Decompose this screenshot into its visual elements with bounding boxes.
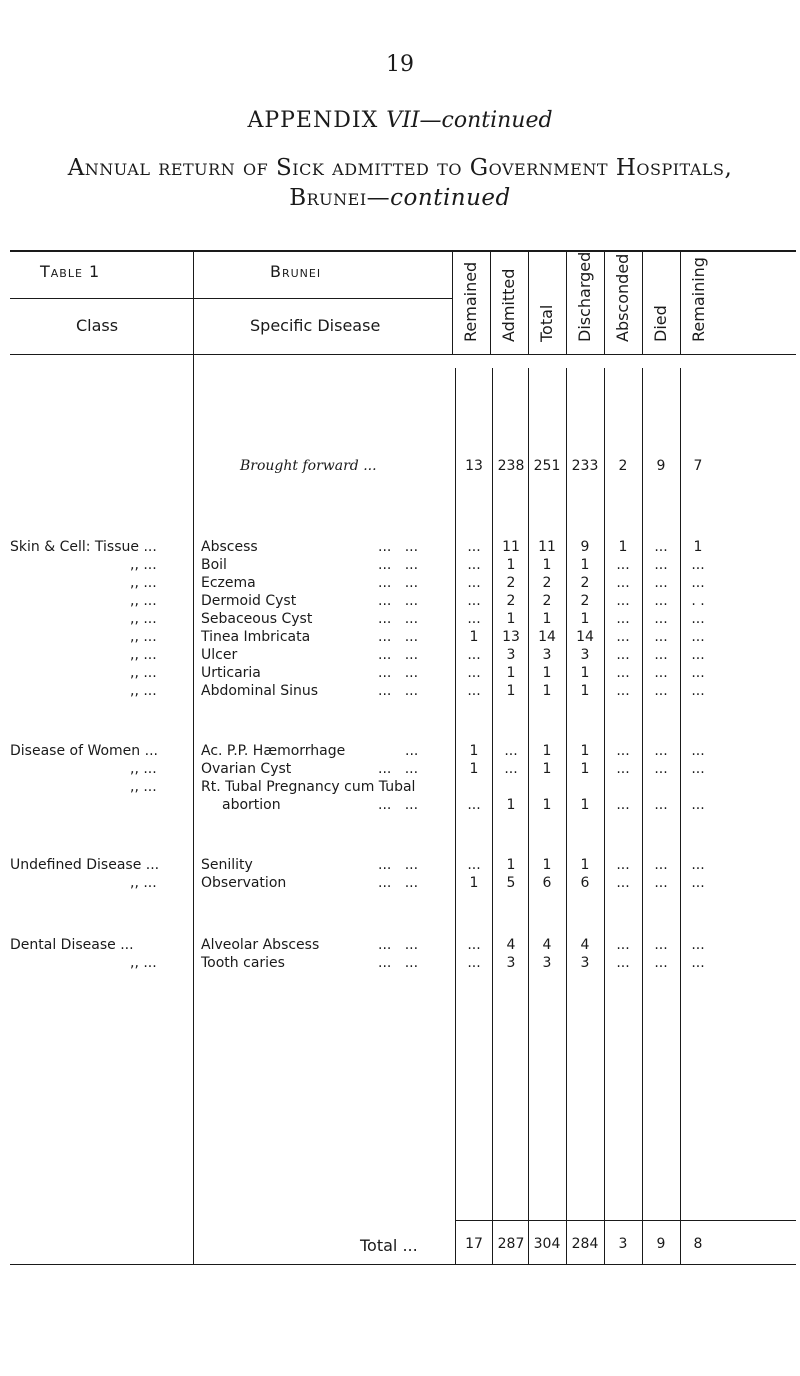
row-value-3: 1 (580, 683, 590, 699)
row-value-1: 1 (506, 665, 516, 681)
row-leader-dots: ... ... (378, 629, 419, 645)
header-mid-rule (10, 298, 452, 299)
row-class: ,, ... (130, 647, 157, 663)
header-vrule-4 (528, 251, 529, 355)
row-disease: Ac. P.P. Hæmorrhage (201, 743, 346, 759)
row-value-2: 6 (542, 875, 552, 891)
row-value-0: ... (467, 857, 481, 873)
row-leader-dots: ... (405, 743, 419, 759)
brought-forward-value-2: 251 (533, 458, 561, 474)
row-value-1: 11 (502, 539, 520, 555)
row-value-1: 3 (506, 955, 516, 971)
brought-forward-value-0: 13 (465, 458, 483, 474)
row-value-4: ... (616, 575, 630, 591)
row-class: ,, ... (130, 875, 157, 891)
row-value-6: ... (691, 761, 705, 777)
row-leader-dots: ... ... (378, 683, 419, 699)
row-leader-dots: ... ... (378, 647, 419, 663)
col-remained: Remained (461, 261, 480, 342)
row-value-3: 1 (580, 797, 590, 813)
row-value-3: 3 (580, 955, 590, 971)
row-leader-dots: ... ... (378, 575, 419, 591)
row-value-6: ... (691, 557, 705, 573)
row-value-5: ... (654, 575, 668, 591)
row-value-0: 1 (469, 629, 479, 645)
row-leader-dots: ... ... (378, 611, 419, 627)
row-value-1: 2 (506, 575, 516, 591)
row-value-1: 1 (506, 611, 516, 627)
total-value-6: 8 (693, 1236, 703, 1252)
row-value-1: 4 (506, 937, 516, 953)
appendix-heading (0, 108, 800, 133)
row-class: Skin & Cell: Tissue ... (10, 539, 157, 555)
row-disease: Sebaceous Cyst (201, 611, 313, 627)
row-value-1: 1 (506, 683, 516, 699)
row-value-4: ... (616, 665, 630, 681)
row-leader-dots: ... ... (378, 955, 419, 971)
row-value-2: 1 (542, 665, 552, 681)
appendix-suffix: VII—continued (386, 108, 553, 133)
row-leader-dots: ... ... (378, 797, 419, 813)
title-line-2 (0, 185, 800, 211)
row-value-6: ... (691, 611, 705, 627)
header-vrule-5 (566, 251, 567, 355)
row-value-1: 1 (506, 857, 516, 873)
row-class: ,, ... (130, 779, 157, 795)
row-value-6: ... (691, 575, 705, 591)
row-class: ,, ... (130, 761, 157, 777)
row-value-4: ... (616, 593, 630, 609)
row-class: ,, ... (130, 665, 157, 681)
row-value-1: 1 (506, 557, 516, 573)
row-value-0: ... (467, 937, 481, 953)
col-total: Total (537, 304, 556, 342)
row-value-5: ... (654, 937, 668, 953)
row-value-6: ... (691, 875, 705, 891)
header-bottom-rule (10, 354, 796, 355)
row-value-2: 3 (542, 955, 552, 971)
col-remaining: Remaining (689, 257, 708, 342)
col-absconded: Absconded (613, 253, 632, 342)
brought-forward-value-1: 238 (497, 458, 525, 474)
row-class: Disease of Women ... (10, 743, 158, 759)
row-value-0: 1 (469, 761, 479, 777)
total-value-3: 284 (571, 1236, 599, 1252)
row-value-0: ... (467, 593, 481, 609)
row-value-2: 1 (542, 611, 552, 627)
row-value-0: ... (467, 557, 481, 573)
total-label: Total ... (360, 1236, 418, 1255)
row-disease: Observation (201, 875, 287, 891)
brought-forward-label: Brought forward ... (240, 458, 377, 474)
row-value-2: 1 (542, 683, 552, 699)
row-value-3: 6 (580, 875, 590, 891)
header-vrule-6 (604, 251, 605, 355)
row-leader-dots: ... ... (378, 761, 419, 777)
row-value-4: ... (616, 797, 630, 813)
row-value-3: 1 (580, 743, 590, 759)
row-value-5: ... (654, 539, 668, 555)
title-region: Brunei— (289, 185, 391, 211)
row-disease: Tinea Imbricata (201, 629, 311, 645)
row-value-2: 1 (542, 797, 552, 813)
row-value-3: 1 (580, 857, 590, 873)
row-value-4: ... (616, 875, 630, 891)
row-value-0: ... (467, 611, 481, 627)
row-class: ,, ... (130, 611, 157, 627)
header-vrule-1 (193, 251, 194, 355)
row-value-0: ... (467, 797, 481, 813)
row-value-3: 2 (580, 593, 590, 609)
row-disease: Ulcer (201, 647, 238, 663)
row-value-1: ... (504, 743, 518, 759)
row-value-4: ... (616, 557, 630, 573)
row-value-6: ... (691, 683, 705, 699)
row-value-6: ... (691, 647, 705, 663)
row-value-5: ... (654, 557, 668, 573)
row-value-4: ... (616, 857, 630, 873)
row-value-5: ... (654, 611, 668, 627)
row-disease: Abdominal Sinus (201, 683, 319, 699)
row-value-3: 1 (580, 665, 590, 681)
col-died: Died (651, 305, 670, 342)
row-class: ,, ... (130, 683, 157, 699)
row-value-3: 4 (580, 937, 590, 953)
header-vrule-8 (680, 251, 681, 355)
row-value-4: ... (616, 647, 630, 663)
row-value-6: 1 (693, 539, 703, 555)
row-value-2: 11 (538, 539, 556, 555)
row-disease: abortion (222, 797, 281, 813)
row-value-6: ... (691, 857, 705, 873)
row-disease: Eczema (201, 575, 256, 591)
row-value-4: ... (616, 937, 630, 953)
row-value-1: 5 (506, 875, 516, 891)
row-value-1: 13 (502, 629, 520, 645)
row-value-5: ... (654, 647, 668, 663)
row-value-0: ... (467, 955, 481, 971)
row-value-4: ... (616, 761, 630, 777)
row-value-5: ... (654, 875, 668, 891)
header-vrule-7 (642, 251, 643, 355)
body-vrule-1 (193, 355, 194, 1265)
row-disease: Dermoid Cyst (201, 593, 297, 609)
col-disease: Specific Disease (250, 316, 381, 335)
title-continued: continued (390, 185, 511, 211)
row-class: ,, ... (130, 593, 157, 609)
row-disease: Boil (201, 557, 227, 573)
body-vrule-8 (680, 368, 681, 1264)
row-value-0: ... (467, 539, 481, 555)
brought-forward-value-3: 233 (571, 458, 599, 474)
total-value-0: 17 (465, 1236, 483, 1252)
row-disease: Ovarian Cyst (201, 761, 292, 777)
row-value-5: ... (654, 629, 668, 645)
row-class: Undefined Disease ... (10, 857, 160, 873)
row-value-0: ... (467, 647, 481, 663)
row-value-5: ... (654, 797, 668, 813)
row-disease: Rt. Tubal Pregnancy cum Tubal (201, 779, 416, 795)
body-vrule-2 (455, 368, 456, 1264)
header-vrule-2 (452, 251, 453, 355)
row-value-4: ... (616, 683, 630, 699)
row-value-2: 3 (542, 647, 552, 663)
row-class: ,, ... (130, 557, 157, 573)
row-value-5: ... (654, 857, 668, 873)
row-disease: Senility (201, 857, 253, 873)
body-vrule-6 (604, 368, 605, 1264)
row-value-3: 2 (580, 575, 590, 591)
brought-forward-value-4: 2 (618, 458, 628, 474)
row-disease: Abscess (201, 539, 258, 555)
row-disease: Tooth caries (201, 955, 285, 971)
row-value-6: ... (691, 629, 705, 645)
body-vrule-7 (642, 368, 643, 1264)
row-leader-dots: ... ... (378, 665, 419, 681)
row-value-0: 1 (469, 875, 479, 891)
brought-forward-value-6: 7 (693, 458, 703, 474)
total-value-1: 287 (497, 1236, 525, 1252)
row-value-6: ... (691, 665, 705, 681)
row-value-2: 4 (542, 937, 552, 953)
row-value-6: ... (691, 743, 705, 759)
row-value-4: ... (616, 611, 630, 627)
row-class: ,, ... (130, 575, 157, 591)
total-value-2: 304 (533, 1236, 561, 1252)
row-leader-dots: ... ... (378, 557, 419, 573)
row-value-1: 2 (506, 593, 516, 609)
row-class: ,, ... (130, 955, 157, 971)
total-value-4: 3 (618, 1236, 628, 1252)
brought-forward-value-5: 9 (656, 458, 666, 474)
row-value-5: ... (654, 955, 668, 971)
row-value-3: 1 (580, 611, 590, 627)
row-value-3: 1 (580, 761, 590, 777)
table-bottom-rule (10, 1264, 796, 1265)
total-top-rule (455, 1220, 796, 1221)
row-value-6: . . (691, 593, 705, 609)
col-admitted: Admitted (499, 268, 518, 342)
row-disease: Urticaria (201, 665, 261, 681)
row-value-2: 1 (542, 557, 552, 573)
col-discharged: Discharged (575, 251, 594, 342)
row-leader-dots: ... ... (378, 593, 419, 609)
row-value-3: 14 (576, 629, 594, 645)
row-value-0: ... (467, 575, 481, 591)
row-leader-dots: ... ... (378, 937, 419, 953)
table-label: Table 1 (40, 262, 101, 281)
row-value-2: 1 (542, 743, 552, 759)
row-value-2: 2 (542, 593, 552, 609)
row-value-5: ... (654, 593, 668, 609)
row-value-5: ... (654, 743, 668, 759)
row-value-2: 1 (542, 761, 552, 777)
body-vrule-3 (492, 368, 493, 1264)
row-value-6: ... (691, 955, 705, 971)
row-value-4: ... (616, 629, 630, 645)
row-value-3: 9 (580, 539, 590, 555)
row-value-6: ... (691, 797, 705, 813)
appendix-label: APPENDIX (247, 108, 379, 133)
row-disease: Alveolar Abscess (201, 937, 320, 953)
row-value-6: ... (691, 937, 705, 953)
row-value-1: 3 (506, 647, 516, 663)
row-value-5: ... (654, 665, 668, 681)
header-vrule-3 (490, 251, 491, 355)
title-line-1: Annual return of Sick admitted to Government Hospitals, (67, 155, 733, 181)
region-label: Brunei (270, 262, 322, 281)
total-value-5: 9 (656, 1236, 666, 1252)
row-leader-dots: ... ... (378, 875, 419, 891)
row-value-1: 1 (506, 797, 516, 813)
col-class: Class (76, 316, 119, 335)
row-value-4: ... (616, 743, 630, 759)
page-number: 19 (386, 52, 414, 77)
row-leader-dots: ... ... (378, 539, 419, 555)
row-value-0: ... (467, 683, 481, 699)
row-value-2: 1 (542, 857, 552, 873)
table-top-rule (10, 250, 796, 252)
row-value-3: 3 (580, 647, 590, 663)
row-value-4: 1 (618, 539, 628, 555)
row-value-2: 14 (538, 629, 556, 645)
row-value-0: ... (467, 665, 481, 681)
row-value-4: ... (616, 955, 630, 971)
row-class: Dental Disease ... (10, 937, 134, 953)
body-vrule-4 (528, 368, 529, 1264)
row-value-2: 2 (542, 575, 552, 591)
row-class: ,, ... (130, 629, 157, 645)
row-value-1: ... (504, 761, 518, 777)
row-value-0: 1 (469, 743, 479, 759)
row-leader-dots: ... ... (378, 857, 419, 873)
row-value-5: ... (654, 683, 668, 699)
row-value-5: ... (654, 761, 668, 777)
body-vrule-5 (566, 368, 567, 1264)
row-value-3: 1 (580, 557, 590, 573)
